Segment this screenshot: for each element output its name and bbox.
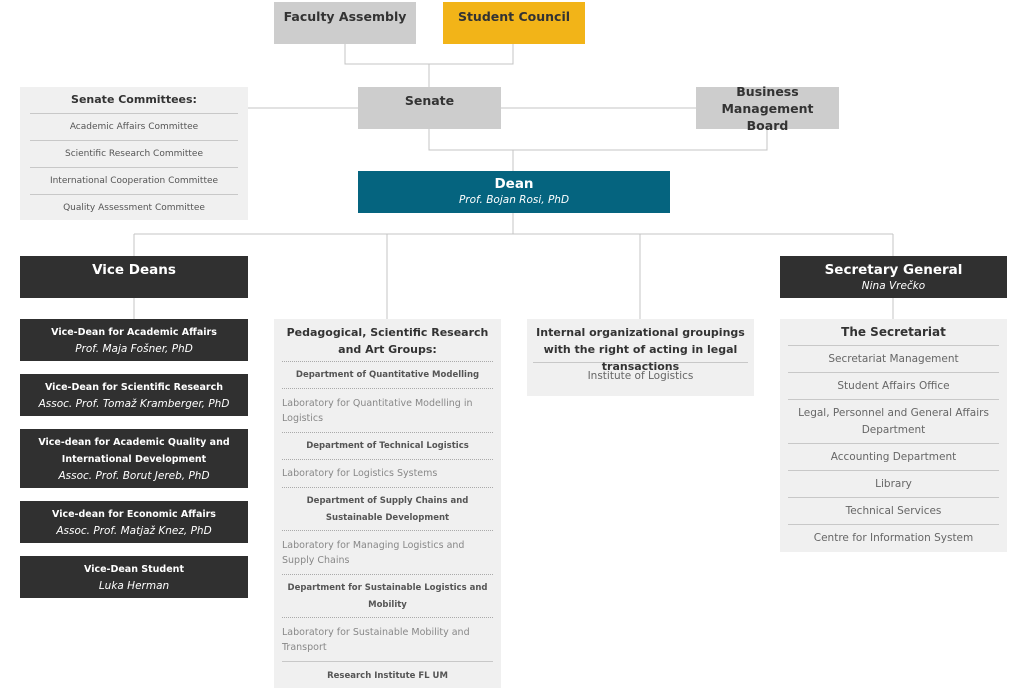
vice-dean-title: Vice-dean for Economic Affairs <box>52 508 216 520</box>
secretariat-title: The Secretariat <box>841 325 946 339</box>
secretariat-item: Student Affairs Office <box>788 372 999 399</box>
secretariat-item: Library <box>788 470 999 497</box>
secretariat-item: Technical Services <box>788 497 999 524</box>
committee-item: Academic Affairs Committee <box>30 113 238 140</box>
senate-committees-panel <box>20 87 248 220</box>
department-item: Department of Quantitative Modelling <box>282 361 493 388</box>
senate-committees-title: Senate Committees: <box>71 93 197 106</box>
vice-deans-title: Vice Deans <box>92 262 176 278</box>
groups-title: Pedagogical, Scientific Research and Art Groups: <box>286 326 489 356</box>
secretariat-item: Centre for Information System <box>788 524 999 551</box>
laboratory-item: Laboratory for Quantitative Modelling in Logistics <box>282 388 493 432</box>
vice-dean-box <box>20 556 248 598</box>
vice-dean-box <box>20 501 248 543</box>
groups-panel <box>274 319 501 688</box>
laboratory-item: Laboratory for Logistics Systems <box>282 459 493 487</box>
vice-dean-title: Vice-dean for Academic Quality and International Development <box>38 436 230 465</box>
business-board-box <box>696 83 839 133</box>
student-council-box <box>443 2 585 44</box>
vice-deans-box <box>20 256 248 298</box>
business-board-label: Business Management Board <box>721 83 814 133</box>
research-institute-item: Research Institute FL UM <box>282 661 493 690</box>
vice-dean-name: Assoc. Prof. Borut Jereb, PhD <box>58 469 210 482</box>
vice-dean-name: Assoc. Prof. Matjaž Knez, PhD <box>56 524 212 537</box>
secretary-general-name: Nina Vrečko <box>861 280 926 292</box>
vice-dean-title: Vice-Dean for Academic Affairs <box>51 326 217 338</box>
committee-item: Scientific Research Committee <box>30 140 238 167</box>
committee-item: Quality Assessment Committee <box>30 194 238 221</box>
secretariat-item: Legal, Personnel and General Affairs Department <box>788 399 999 443</box>
secretary-general-box <box>780 256 1007 298</box>
department-item: Department of Supply Chains and Sustainable Development <box>282 487 493 530</box>
secretary-general-title: Secretary General <box>824 262 963 278</box>
vice-dean-name: Assoc. Prof. Tomaž Kramberger, PhD <box>38 397 230 410</box>
internal-groupings-panel <box>527 319 754 396</box>
dean-name: Prof. Bojan Rosi, PhD <box>458 194 570 206</box>
laboratory-item: Laboratory for Managing Logistics and Supply Chains <box>282 530 493 574</box>
vice-dean-title: Vice-Dean for Scientific Research <box>45 381 223 393</box>
laboratory-item: Laboratory for Sustainable Mobility and Transport <box>282 617 493 661</box>
vice-dean-name: Luka Herman <box>98 579 170 592</box>
committee-item: International Cooperation Committee <box>30 167 238 194</box>
student-council-label: Student Council <box>457 9 571 24</box>
faculty-assembly-box <box>274 2 416 44</box>
senate-box <box>358 87 501 129</box>
internal-groupings-item: Institute of Logistics <box>533 362 748 389</box>
senate-label: Senate <box>404 93 455 108</box>
department-item: Department for Sustainable Logistics and Mobility <box>282 574 493 617</box>
vice-dean-box <box>20 319 248 361</box>
secretariat-item: Secretariat Management <box>788 345 999 372</box>
dean-title: Dean <box>494 176 534 192</box>
internal-groupings-title: Internal organizational groupings with the right of acting in legal transactions <box>536 326 745 373</box>
faculty-assembly-label: Faculty Assembly <box>283 9 407 24</box>
secretariat-panel <box>780 319 1007 552</box>
department-item: Department of Technical Logistics <box>282 432 493 459</box>
secretariat-item: Accounting Department <box>788 443 999 470</box>
dean-box <box>358 171 670 213</box>
vice-dean-name: Prof. Maja Fošner, PhD <box>75 342 193 355</box>
vice-dean-box <box>20 429 248 488</box>
vice-dean-title: Vice-Dean Student <box>84 563 184 575</box>
vice-dean-box <box>20 374 248 416</box>
